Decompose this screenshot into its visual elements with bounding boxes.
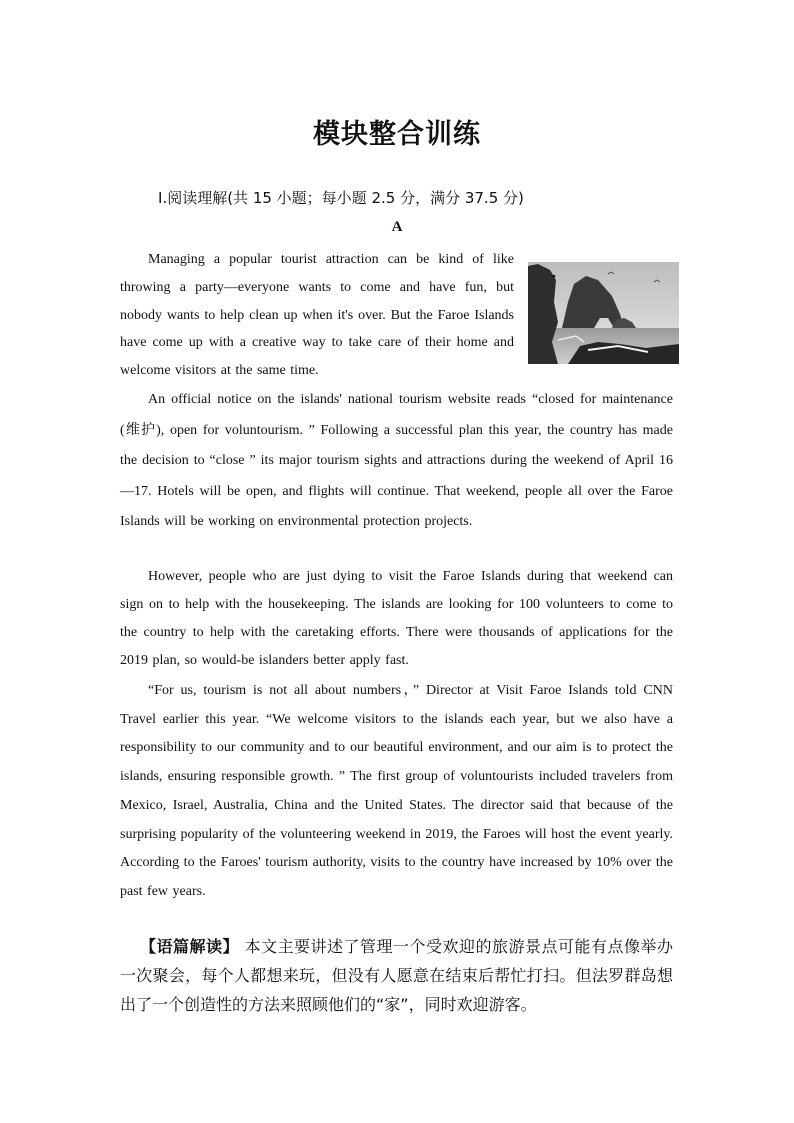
section-heading bbox=[158, 187, 524, 208]
section-heading-text: .阅读理解(共 15 小题；每小题 2.5 分，满分 37.5 分) bbox=[162, 189, 524, 207]
summary-text: 本文主要讲述了管理一个受欢迎的旅游景点可能有点像举办一次聚会，每个人都想来玩，但没有人愿意在结束后帮忙打扫。但法罗群岛想出了一个创造性的方法来照顾他们的“家”，同时欢迎游客。 bbox=[120, 937, 673, 1014]
paragraph-3: However, people who are just dying to visit the Faroe Islands during that weekend can sign on to help with the housekeeping. The islands are looking for 100 volunteers to come to the country to help with the caretaking efforts. There were thousands of applications for the 2019 plan, so would-be islanders better apply fast. bbox=[120, 569, 673, 668]
passage-label: A bbox=[391, 219, 403, 235]
paragraph-2: An official notice on the islands' national tourism website reads “closed for maintenance (维护), open for voluntourism. ” Following a successful plan this year, the country has made the decision to “close ” its major tourism sights and attractions during the weekend of April 16—17. Hotels will be open, and flights will continue. That weekend, people all over the Faroe Islands will be working on environmental protection projects. bbox=[120, 392, 673, 529]
summary-tag: 【语篇解读】 bbox=[140, 937, 239, 956]
passage-photo bbox=[528, 262, 679, 364]
passage-summary bbox=[120, 932, 673, 1019]
section-roman-numeral: Ⅰ bbox=[158, 191, 163, 207]
page-title: 模块整合训练 bbox=[313, 119, 481, 150]
paragraph-1: Managing a popular tourist attraction can be kind of like throwing a party—everyone wants to come and have fun, but nobody wants to help clean up when it's over. But the Faroe Islands have come up with a creative way to take care of their home and welcome visitors at the same time. bbox=[120, 252, 514, 379]
paragraph-4: “For us, tourism is not all about numbers，” Director at Visit Faroe Islands told CNN Travel earlier this year. “We welcome visitors to the islands each year, but we also have a responsibility to our community and to our beautiful environment, and our aim is to protect the islands, ensuring responsible growth. ” The first group of voluntourists included travelers from Mexico, Israel, Australia, China and the United States. The director said that because of the surprising popularity of the volunteering weekend in 2019, the Faroes will host the event yearly. According to the Faroes' tourism authority, visits to the country have increased by 10% over the past few years. bbox=[120, 683, 673, 899]
